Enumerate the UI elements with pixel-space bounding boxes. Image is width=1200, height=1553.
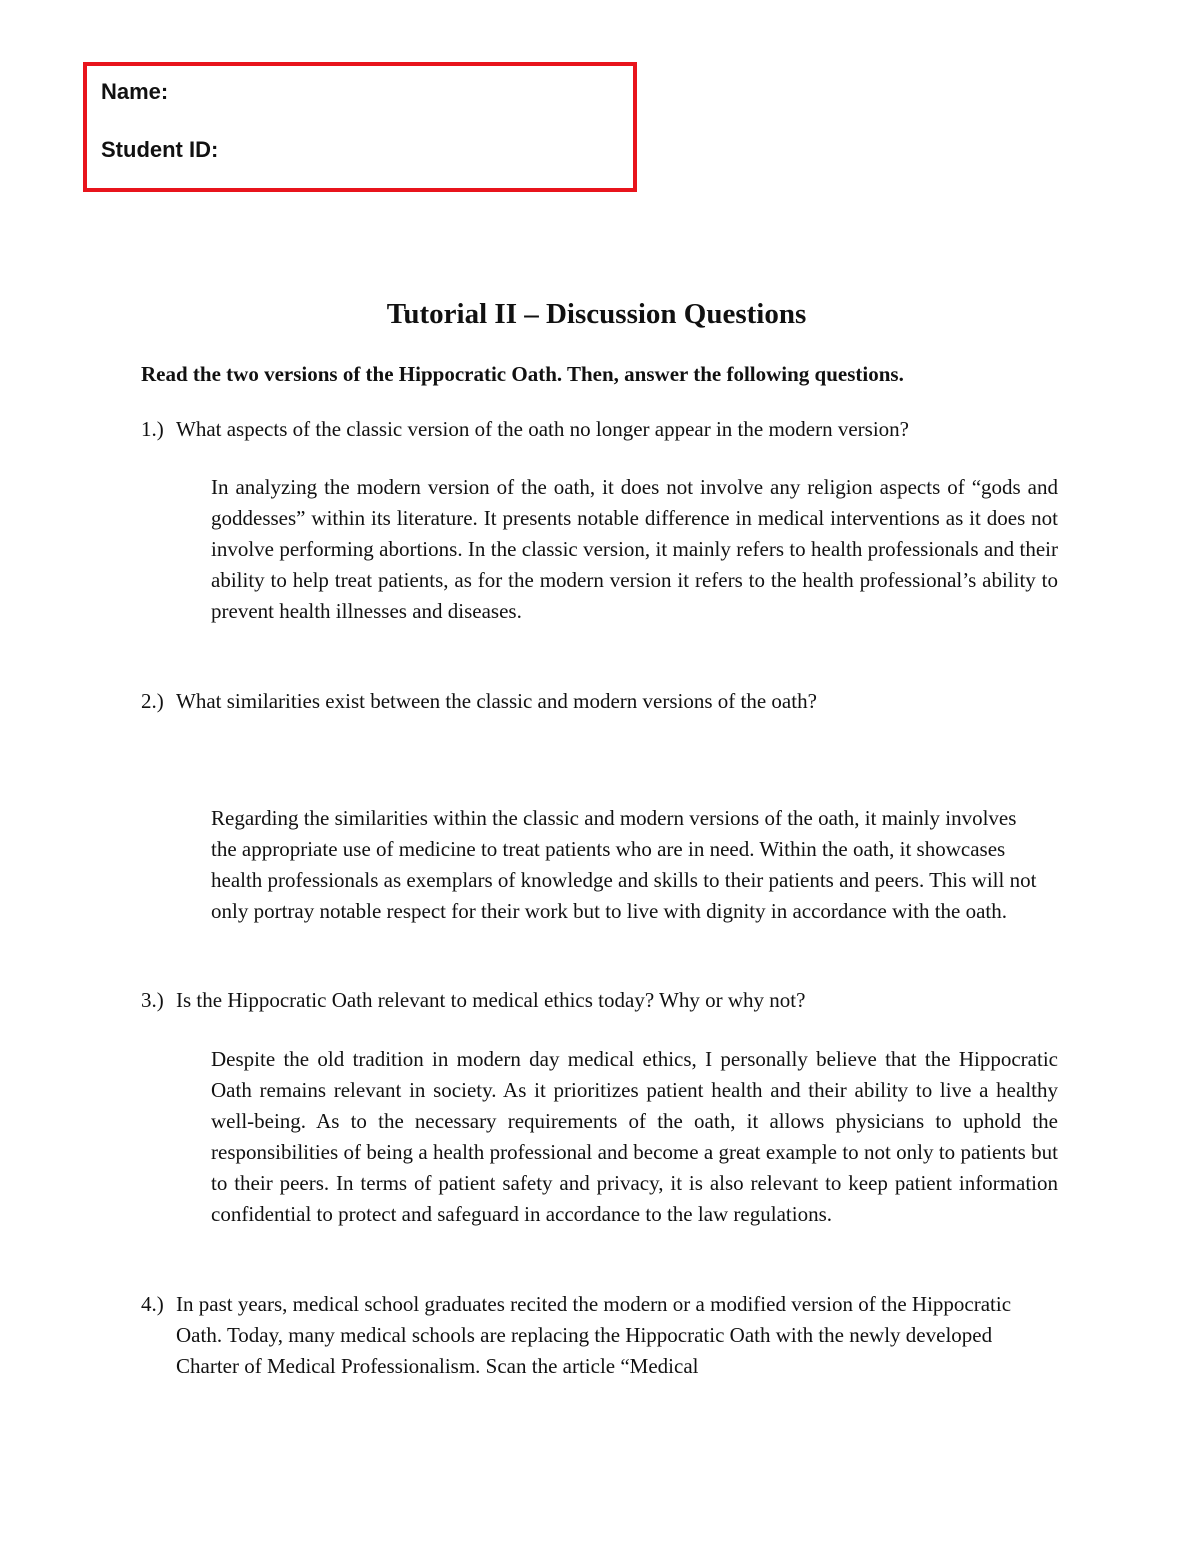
question-text: Is the Hippocratic Oath relevant to medical ethics today? Why or why not? [176,988,806,1012]
question-2 [141,686,1061,717]
question-3 [141,985,1061,1016]
question-number: 2.) [141,689,164,713]
instructions: Read the two versions of the Hippocratic Oath. Then, answer the following questions. [141,362,904,386]
question-number: 3.) [141,988,164,1012]
question-text: In past years, medical school graduates recited the modern or a modified version of the Hippocratic Oath. Today, many medical schools are replacing the Hippocratic Oath with the newly developed Charter of Medical Professionalism. Scan the article “Medical [176,1292,1012,1378]
name-student-id-box [83,62,637,192]
question-text: What aspects of the classic version of the oath no longer appear in the modern version? [176,417,910,441]
name-label: Name: [101,79,169,104]
page-title: Tutorial II – Discussion Questions [386,298,807,330]
question-number: 4.) [141,1292,164,1316]
student-id-label: Student ID: [101,137,219,162]
answer-3: Despite the old tradition in modern day medical ethics, I personally believe that the Hippocratic Oath remains relevant in society. As it prioritizes patient health and their ability to live a healthy well-being. As to the necessary requirements of the oath, it allows physicians to uphold the responsibilities of being a health professional and become a great example to not only to patients but to their peers. In terms of patient safety and privacy, it is also relevant to keep patient information confidential to protect and safeguard in accordance to the law regulations. [211,1047,1058,1226]
question-1 [141,414,1061,445]
question-4 [141,1289,1021,1382]
answer-1: In analyzing the modern version of the oath, it does not involve any religion aspects of “gods and goddesses” within its literature. It presents notable difference in medical interventions as it does not involve performing abortions. In the classic version, it mainly refers to health professionals and their ability to help treat patients, as for the modern version it refers to the health professional’s ability to prevent health illnesses and diseases. [211,475,1058,623]
answer-2: Regarding the similarities within the classic and modern versions of the oath, it mainly involves the appropriate use of medicine to treat patients who are in need. Within the oath, it showcases health professionals as exemplars of knowledge and skills to their patients and peers. This will not only portray notable respect for their work but to live with dignity in accordance with the oath. [211,806,1037,923]
question-text: What similarities exist between the classic and modern versions of the oath? [176,689,817,713]
question-number: 1.) [141,417,164,441]
